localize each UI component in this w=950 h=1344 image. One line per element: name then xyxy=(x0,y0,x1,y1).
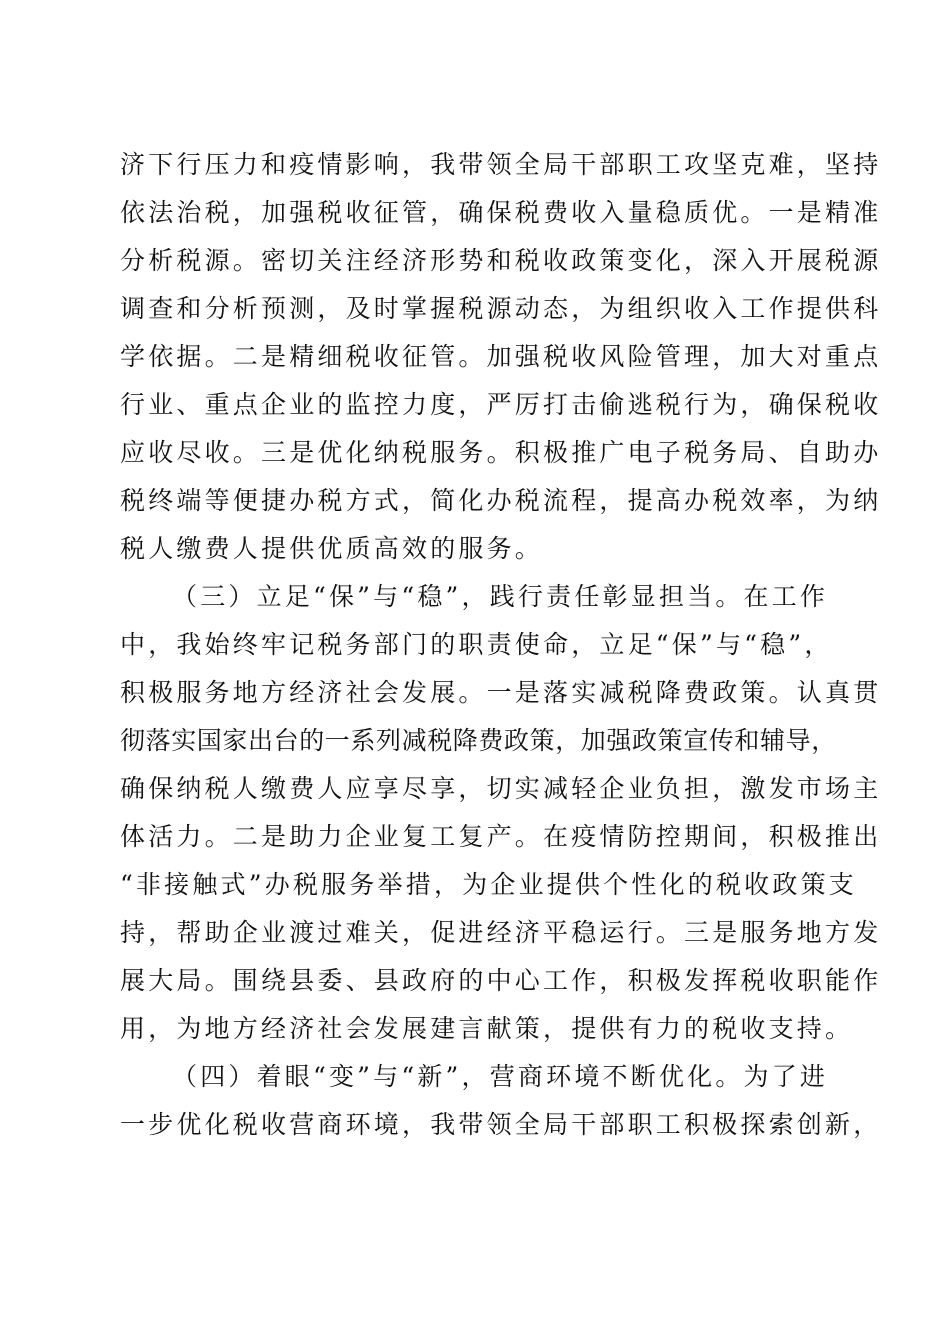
section-heading-line: （三）立足“保”与“稳”，践行责任彰显担当。在工作 xyxy=(172,582,829,611)
text-line: 分析税源。密切关注经济形势和税收政策变化，深入开展税源 xyxy=(120,246,882,275)
text-line: “非接触式”办税服务举措，为企业提供个性化的税收政策支 xyxy=(120,870,857,899)
text-line: 应收尽收。三是优化纳税服务。积极推广电子税务局、自助办 xyxy=(120,438,882,467)
text-line: 确保纳税人缴费人应享尽享，切实减轻企业负担，激发市场主 xyxy=(120,774,882,803)
section-heading-line: （四）着眼“变”与“新”，营商环境不断优化。为了进 xyxy=(172,1062,829,1091)
text-line: 体活力。二是助力企业复工复产。在疫情防控期间，积极推出 xyxy=(120,822,882,851)
text-line: 济下行压力和疫情影响，我带领全局干部职工攻坚克难，坚持 xyxy=(120,150,882,179)
text-line: 持，帮助企业渡过难关，促进经济平稳运行。三是服务地方发 xyxy=(120,918,882,947)
text-line: 调查和分析预测，及时掌握税源动态，为组织收入工作提供科 xyxy=(120,294,882,323)
text-line: 依法治税，加强税收征管，确保税费收入量稳质优。一是精准 xyxy=(120,198,882,227)
text-line: 展大局。围绕县委、县政府的中心工作，积极发挥税收职能作 xyxy=(120,966,882,995)
text-line: 中，我始终牢记税务部门的职责使命，立足“保”与“稳”， xyxy=(120,630,833,659)
text-line: 学依据。二是精细税收征管。加强税收风险管理，加大对重点 xyxy=(120,342,882,371)
text-line: 用，为地方经济社会发展建言献策，提供有力的税收支持。 xyxy=(120,1014,854,1043)
text-line: 行业、重点企业的监控力度，严厉打击偷逃税行为，确保税收 xyxy=(120,390,882,419)
text-line: 积极服务地方经济社会发展。一是落实减税降费政策。认真贯 xyxy=(120,678,882,707)
text-line: 税终端等便捷办税方式，简化办税流程，提高办税效率，为纳 xyxy=(120,486,882,515)
text-line: 税人缴费人提供优质高效的服务。 xyxy=(120,534,544,563)
text-line: 彻落实国家出台的一系列减税降费政策，加强政策宣传和辅导， xyxy=(120,726,837,755)
body-text xyxy=(120,141,882,1149)
text-line: 一步优化税收营商环境，我带领全局干部职工积极探索创新， xyxy=(120,1110,882,1139)
